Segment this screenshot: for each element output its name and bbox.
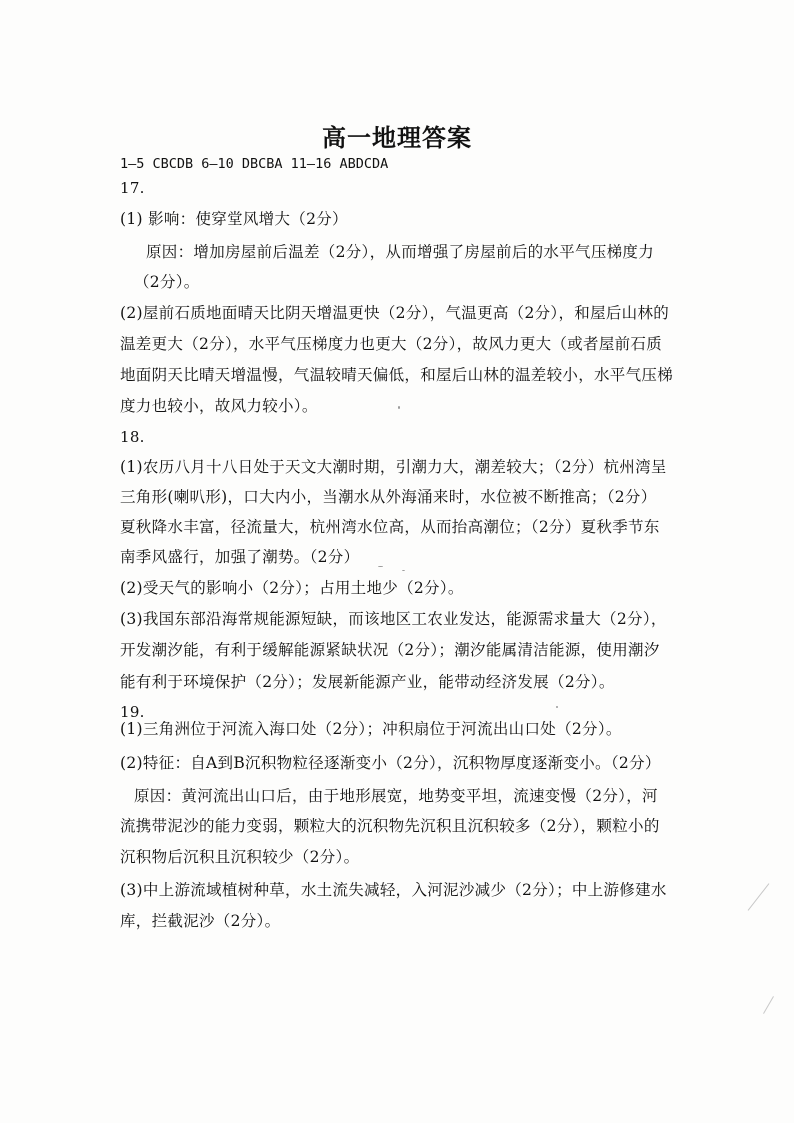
q18-part3-line1: (3)我国东部沿海常规能源短缺，而该地区工农业发达，能源需求量大（2分）， <box>120 610 667 628</box>
q18-part1-line3: 夏秋降水丰富，径流量大，杭州湾水位高，从而抬高潮位；（2分）夏秋季节东 <box>120 518 660 536</box>
q18-part1-line1: (1)农历八月十八日处于天文大潮时期，引潮力大，潮差较大；（2分）杭州湾呈 <box>120 458 667 476</box>
q17-part1-reason: 原因：增加房屋前后温差（2分），从而增强了房屋前后的水平气压梯度力 <box>146 243 655 261</box>
q17-part2-line3: 地面阴天比晴天增温慢，气温较晴天偏低，和屋后山林的温差较小，水平气压梯 <box>120 366 674 384</box>
q19-part2-reason-line3: 沉积物后沉积且沉积较少（2分）。 <box>120 848 360 866</box>
question-18-number: 18. <box>120 428 145 446</box>
q19-part1: (1)三角洲位于河流入海口处（2分）；冲积扇位于河流出山口处（2分）。 <box>120 720 622 738</box>
q17-part1-impact: (1) 影响：使穿堂风增大（2分） <box>120 210 348 228</box>
question-19-number: 19. <box>120 703 145 721</box>
q18-part1-line2: 三角形(喇叭形)，口大内小，当潮水从外海涌来时，水位被不断推高；（2分） <box>120 488 657 506</box>
page-title: 高一地理答案 <box>322 123 472 152</box>
q19-part3-line2: 库，拦截泥沙（2分）。 <box>120 912 281 930</box>
scan-speck <box>378 566 383 567</box>
q17-part1-reason-cont: （2分）。 <box>134 273 200 291</box>
multiple-choice-answer-key: 1—5 CBCDB 6—10 DBCBA 11—16 ABDCDA <box>120 156 389 172</box>
scan-speck <box>402 570 405 571</box>
scan-scratch <box>763 996 774 1014</box>
q17-part2-line4: 度力也较小，故风力较小）。 <box>120 397 318 415</box>
q18-part3-line2: 开发潮汐能，有利于缓解能源紧缺状况（2分）；潮汐能属清洁能源，使用潮汐 <box>120 641 660 659</box>
scan-speck <box>556 706 558 708</box>
q19-part2-feature: (2)特征：自A到B沉积物粒径逐渐变小（2分），沉积物厚度逐渐变小。（2分） <box>120 754 661 772</box>
scan-speck <box>398 406 400 409</box>
q19-part3-line1: (3)中上游流域植树种草，水土流失减轻，入河泥沙减少（2分）；中上游修建水 <box>120 881 667 899</box>
q18-part3-line3: 能有利于环境保护（2分）；发展新能源产业，能带动经济发展（2分）。 <box>120 673 615 691</box>
scan-scratch <box>748 883 770 910</box>
q17-part2-line1: (2)屋前石质地面晴天比阴天增温更快（2分），气温更高（2分），和屋后山林的 <box>120 304 670 322</box>
q19-part2-reason-line1: 原因：黄河流出山口后，由于地形展宽，地势变平坦，流速变慢（2分），河 <box>134 787 658 805</box>
q18-part1-line4: 南季风盛行，加强了潮势。（2分） <box>120 548 360 566</box>
question-17-number: 17. <box>120 179 145 197</box>
q19-part2-reason-line2: 流携带泥沙的能力变弱，颗粒大的沉积物先沉积且沉积较多（2分），颗粒小的 <box>120 817 660 835</box>
q17-part2-line2: 温差更大（2分），水平气压梯度力也更大（2分），故风力更大（或者屋前石质 <box>120 335 663 353</box>
q18-part2: (2)受天气的影响小（2分）；占用土地少（2分）。 <box>120 579 464 597</box>
